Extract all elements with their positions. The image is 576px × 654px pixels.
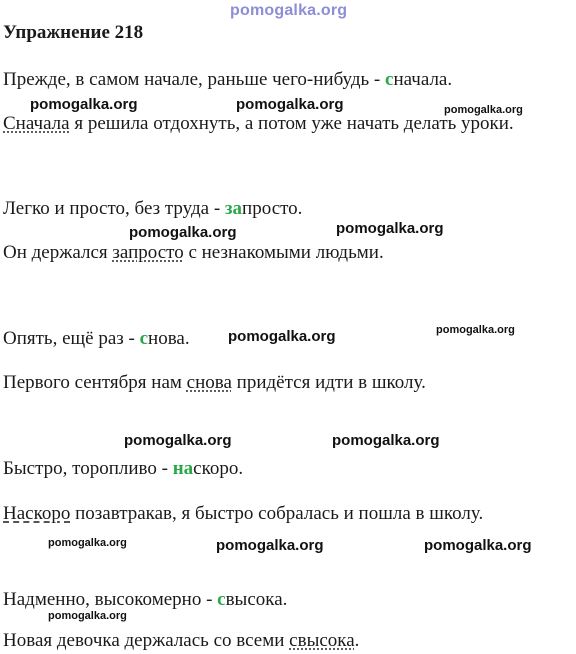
definition-word-rest: просто. [242,198,303,219]
sentence-text: Первого сентября нам [3,372,187,393]
definition-text: Легко и просто, без труда - [3,198,225,219]
definition-line-snova [3,328,190,350]
highlighted-prefix: с [139,328,149,349]
sentence-text: позавтракав, я быстро собралась и пошла в школу. [70,503,484,524]
watermark: pomogalka.org [336,220,444,237]
underlined-adverb: снова [186,372,232,393]
sentence-text: Новая девочка держалась со всеми [3,630,290,651]
watermark: pomogalka.org [124,432,232,449]
watermark: pomogalka.org [332,432,440,449]
definition-text: Прежде, в самом начале, раньше чего-нибудь - [3,69,386,90]
sentence-text: с незнакомыми людьми. [183,242,384,263]
example-sentence-snova [3,372,426,394]
sentence-text: . [354,630,360,651]
definition-word-rest: нова. [148,328,190,349]
example-sentence-svysoka [3,630,359,652]
watermark: pomogalka.org [444,104,523,116]
sentence-text: придётся идти в школу. [231,372,426,393]
watermark: pomogalka.org [424,537,532,554]
example-sentence-zaprosto [3,242,384,264]
example-sentence-snachala [3,113,514,135]
watermark: pomogalka.org [129,224,237,241]
highlighted-prefix: с [217,589,226,610]
watermark: pomogalka.org [48,610,127,622]
underlined-adverb: свысока [289,630,355,651]
definition-text: Опять, ещё раз - [3,328,140,349]
definition-line-svysoka [3,589,287,611]
watermark: pomogalka.org [230,2,348,19]
definition-word-rest: начала. [393,69,453,90]
underlined-adverb: Сначала [3,113,70,134]
definition-text: Быстро, торопливо - [3,458,173,479]
definition-line-snachala [3,69,452,91]
highlighted-prefix: за [224,198,243,219]
watermark: pomogalka.org [436,324,515,336]
underlined-adverbial-participle: Наскоро [3,503,71,524]
sentence-text: я решила отдохнуть, а потом уже начать делать уроки. [69,113,514,134]
highlighted-prefix: с [385,69,394,90]
definition-line-naskoro [3,458,243,480]
watermark: pomogalka.org [236,96,344,113]
definition-word-rest: скоро. [193,458,244,479]
definition-text: Надменно, высокомерно - [3,589,218,610]
exercise-title: Упражнение 218 [3,22,144,43]
definition-line-zaprosto [3,198,302,220]
watermark: pomogalka.org [216,537,324,554]
underlined-adverb: запросто [112,242,184,263]
watermark: pomogalka.org [228,328,336,345]
definition-word-rest: высока. [225,589,288,610]
example-sentence-naskoro [3,503,483,525]
watermark: pomogalka.org [48,537,127,549]
highlighted-prefix: на [172,458,194,479]
sentence-text: Он держался [3,242,113,263]
watermark: pomogalka.org [30,96,138,113]
